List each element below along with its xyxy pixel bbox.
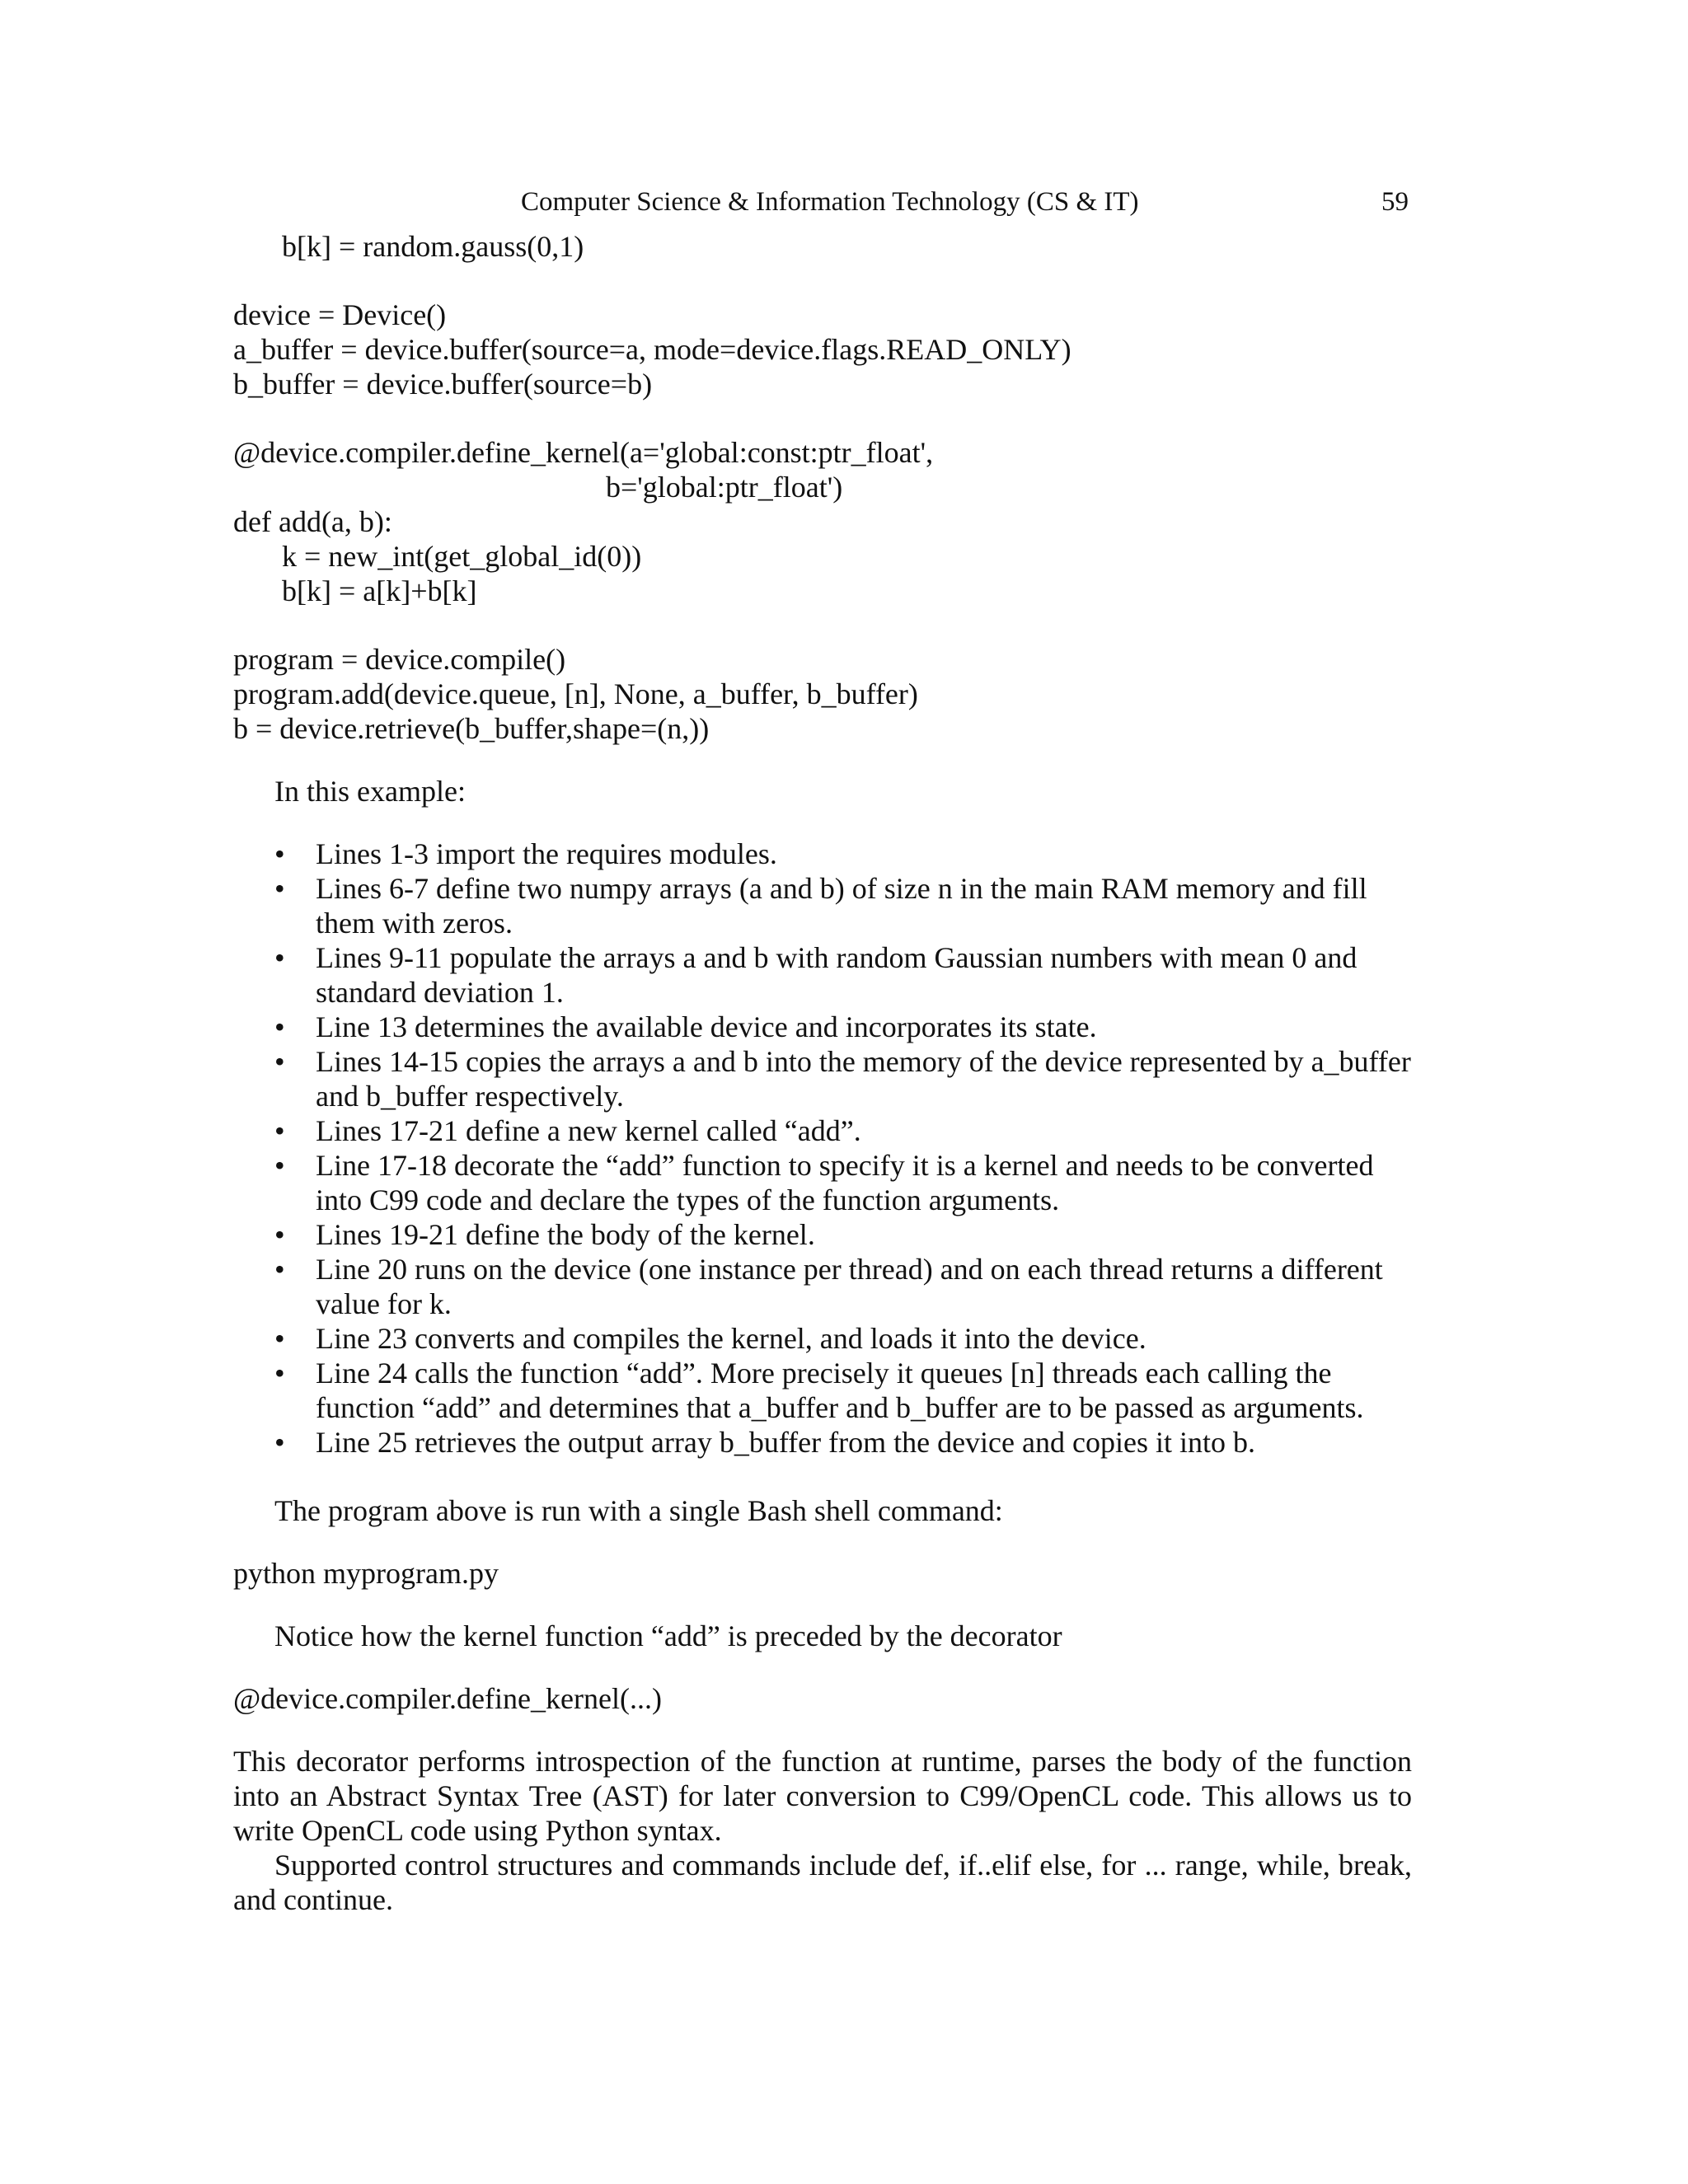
intro-text: In this example: bbox=[274, 775, 466, 808]
code-line: k = new_int(get_global_id(0)) bbox=[282, 540, 642, 573]
code-line: @device.compiler.define_kernel(a='global:const:ptr_float', bbox=[233, 436, 934, 469]
list-item: • Line 17-18 decorate the “add” function to specify it is a kernel and needs to be converted into C99 code and declare the types of the function arguments. bbox=[274, 1149, 1374, 1216]
list-item: • Line 13 determines the available device and incorporates its state. bbox=[274, 1010, 1097, 1043]
code-line: program.add(device.queue, [n], None, a_buffer, b_buffer) bbox=[233, 677, 918, 710]
code-line: device = Device() bbox=[233, 298, 447, 331]
notice-text: Notice how the kernel function “add” is preceded by the decorator bbox=[274, 1619, 1062, 1652]
code-line: b[k] = a[k]+b[k] bbox=[282, 574, 477, 607]
code-line: def add(a, b): bbox=[233, 505, 392, 538]
code-line: b='global:ptr_float') bbox=[606, 471, 843, 504]
running-header bbox=[0, 184, 1688, 220]
explanation-list bbox=[233, 837, 1412, 1460]
code-line: b[k] = random.gauss(0,1) bbox=[282, 230, 584, 263]
paragraph-decorator: This decorator performs introspection of the function at runtime, parses the body of the function into an Abstract Syntax Tree (AST) for later conversion to C99/OpenCL code. This allows us to write OpenCL code using Python syntax. bbox=[233, 1745, 1412, 1847]
code-line: a_buffer = device.buffer(source=a, mode=device.flags.READ_ONLY) bbox=[233, 333, 1071, 366]
run-command: python myprogram.py bbox=[233, 1557, 499, 1590]
run-intro-text: The program above is run with a single Bash shell command: bbox=[274, 1494, 1003, 1527]
journal-title: Computer Science & Information Technology (CS & IT) bbox=[521, 187, 1139, 217]
list-item: • Line 24 calls the function “add”. More precisely it queues [n] threads each calling the function “add” and determines that a_buffer and b_buffer are to be passed as arguments. bbox=[274, 1357, 1364, 1424]
list-item: • Lines 17-21 define a new kernel called “add”. bbox=[274, 1114, 861, 1147]
list-item: • Lines 6-7 define two numpy arrays (a and b) of size n in the main RAM memory and fill them with zeros. bbox=[274, 872, 1367, 940]
page-content bbox=[233, 229, 1412, 1917]
list-item: • Line 20 runs on the device (one instance per thread) and on each thread returns a different value for k. bbox=[274, 1253, 1383, 1320]
code-line: b_buffer = device.buffer(source=b) bbox=[233, 368, 653, 401]
list-item: • Line 25 retrieves the output array b_buffer from the device and copies it into b. bbox=[274, 1426, 1255, 1459]
code-listing bbox=[233, 229, 1412, 746]
page-number: 59 bbox=[1381, 187, 1409, 217]
code-line: b = device.retrieve(b_buffer,shape=(n,)) bbox=[233, 712, 710, 745]
list-item: • Lines 19-21 define the body of the kernel. bbox=[274, 1218, 815, 1251]
list-item: • Lines 14-15 copies the arrays a and b into the memory of the device represented by a_buffer and b_buffer respectively. bbox=[274, 1045, 1411, 1113]
list-item: • Lines 9-11 populate the arrays a and b with random Gaussian numbers with mean 0 and standard deviation 1. bbox=[274, 941, 1357, 1009]
code-line: program = device.compile() bbox=[233, 643, 566, 676]
paragraph-control-structures: Supported control structures and commands include def, if..elif else, for ... range, while, break, and continue. bbox=[233, 1849, 1412, 1916]
list-item: • Line 23 converts and compiles the kernel, and loads it into the device. bbox=[274, 1322, 1146, 1355]
list-item: • Lines 1-3 import the requires modules. bbox=[274, 837, 777, 870]
decorator-code: @device.compiler.define_kernel(...) bbox=[233, 1682, 662, 1715]
